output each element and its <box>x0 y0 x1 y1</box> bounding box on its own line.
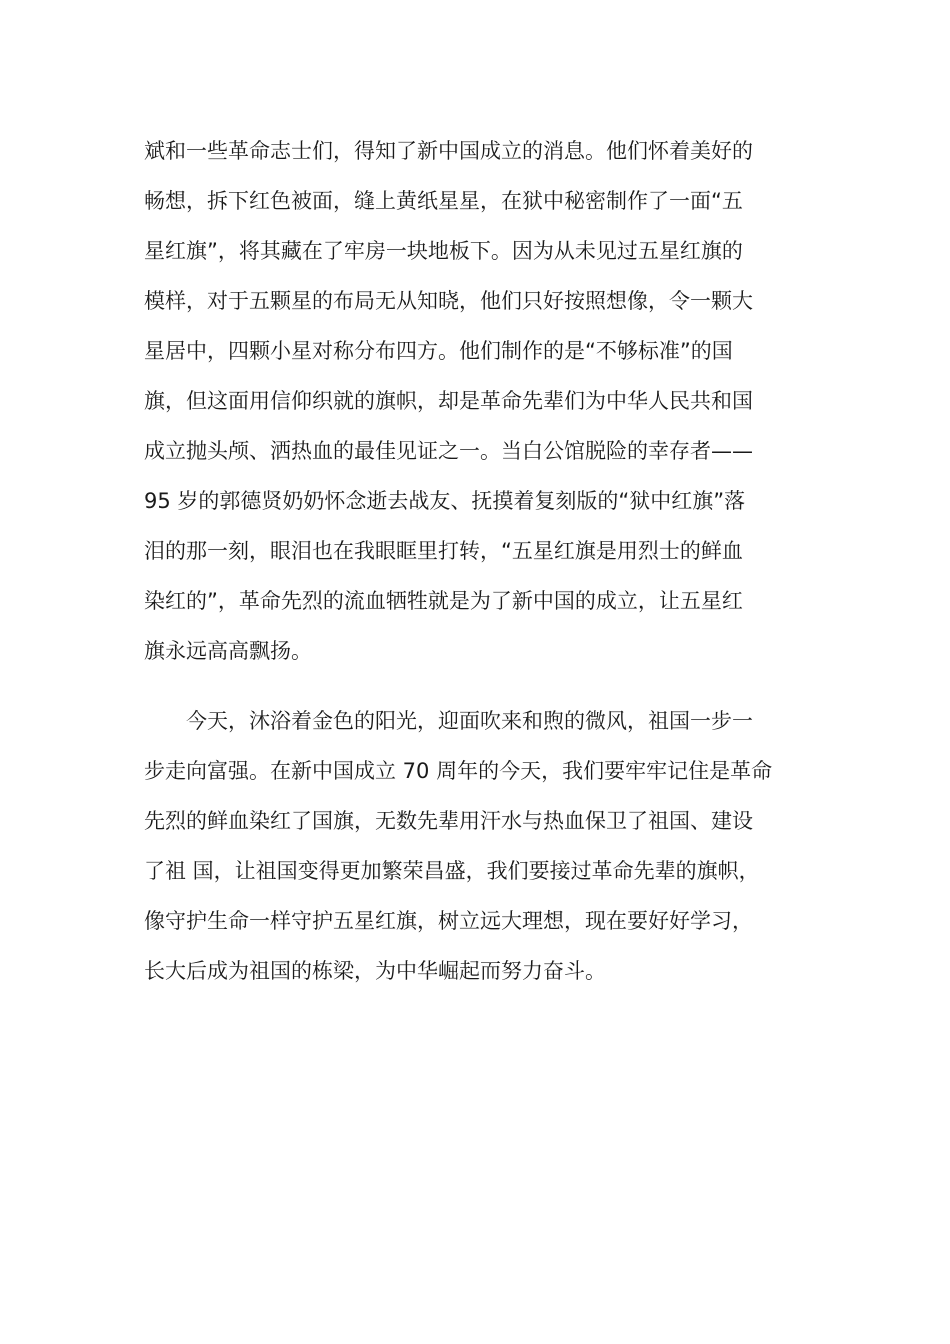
text-line: 旗，但这面用信仰织就的旗帜，却是革命先辈们为中华人民共和国 <box>144 389 753 413</box>
text-line: 先烈的鲜血染红了国旗，无数先辈用汗水与热血保卫了祖国、建设 <box>144 809 753 833</box>
paragraph-1 <box>144 126 804 676</box>
text-line: 了祖 国，让祖国变得更加繁荣昌盛，我们要接过革命先辈的旗帜， <box>144 859 760 883</box>
text-line: 染红的”，革命先烈的流血牺牲就是为了新中国的成立，让五星红 <box>144 589 743 613</box>
text-line: 斌和一些革命志士们，得知了新中国成立的消息。他们怀着美好的 <box>144 139 753 163</box>
text-line: 畅想，拆下红色被面，缝上黄纸星星，在狱中秘密制作了一面“五 <box>144 189 743 213</box>
text-line: 星红旗”，将其藏在了牢房一块地板下。因为从未见过五星红旗的 <box>144 239 743 263</box>
paragraph-2 <box>144 696 804 996</box>
text-line: 泪的那一刻，眼泪也在我眼眶里打转，“五星红旗是用烈士的鲜血 <box>144 539 743 563</box>
text-line: 成立抛头颅、洒热血的最佳见证之一。当白公馆脱险的幸存者—— <box>144 439 753 463</box>
text-line: 长大后成为祖国的栋梁，为中华崛起而努力奋斗。 <box>144 959 606 983</box>
text-line: 95 岁的郭德贤奶奶怀念逝去战友、抚摸着复刻版的“狱中红旗”落 <box>144 489 746 513</box>
text-line: 步走向富强。在新中国成立 70 周年的今天，我们要牢牢记住是革命 <box>144 759 773 783</box>
text-line: 旗永远高高飘扬。 <box>144 639 312 663</box>
text-line: 模样，对于五颗星的布局无从知晓，他们只好按照想像，令一颗大 <box>144 289 753 313</box>
text-line: 星居中，四颗小星对称分布四方。他们制作的是“不够标准”的国 <box>144 339 733 363</box>
text-line: 像守护生命一样守护五星红旗，树立远大理想，现在要好好学习， <box>144 909 753 933</box>
text-line: 今天，沐浴着金色的阳光，迎面吹来和煦的微风，祖国一步一 <box>186 709 753 733</box>
